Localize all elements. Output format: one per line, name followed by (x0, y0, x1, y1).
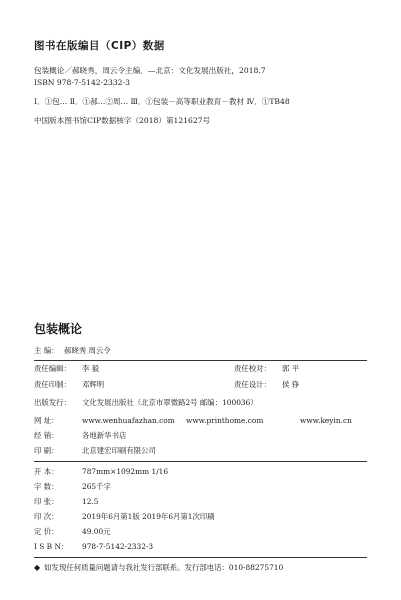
chief-editor-value: 郝晓秀 周云令 (64, 346, 111, 355)
price-row (34, 527, 111, 537)
distributor-value: 各地新华书店 (82, 431, 127, 440)
divider-bottom (34, 557, 367, 558)
book-title: 包装概论 (34, 322, 83, 336)
publisher-label: 出版发行： (34, 398, 71, 407)
price-label: 定 价： (34, 527, 59, 536)
word-count-label: 字 数： (34, 482, 59, 491)
website-link-3[interactable]: www.keyin.cn (300, 416, 352, 425)
cip-record-number: 中国版本图书馆CIP数据核字（2018）第121627号 (34, 116, 211, 125)
word-count-value: 265千字 (82, 482, 111, 491)
edition-value: 2019年6月第1版 2019年6月第1次印刷 (82, 512, 215, 521)
quality-notice (34, 563, 283, 573)
diamond-icon: ◆ (34, 563, 41, 572)
responsible-editor-value: 李 毅 (82, 364, 100, 373)
designer-label: 责任设计： (234, 380, 271, 389)
print-supervisor-value: 邓辉明 (82, 380, 105, 389)
word-count-row (34, 482, 111, 492)
publisher-value: 文化发展出版社（北京市翠微路2号 邮编：100036） (82, 398, 258, 407)
proofreader-label: 责任校对： (234, 364, 271, 373)
cip-classification: Ⅰ．①包… Ⅱ．①郝…②周… Ⅲ．①包装－高等职业教育－教材 Ⅳ．①TB48 (34, 97, 290, 106)
designer-value: 侯 铮 (282, 380, 300, 389)
print-sheets-label: 印 张： (34, 497, 59, 506)
print-supervisor-label: 责任印制： (34, 380, 71, 389)
isbn-value: 978-7-5142-2332-3 (82, 542, 154, 551)
responsible-editor-row (34, 364, 99, 374)
print-supervisor-row (34, 380, 104, 390)
divider-middle (34, 461, 367, 462)
distributor-label: 经 销： (34, 431, 59, 440)
print-sheets-row (34, 497, 98, 507)
proofreader-row (234, 364, 299, 374)
cip-heading: 图书在版编目（CIP）数据 (34, 40, 165, 52)
website-link-1[interactable]: www.wenhuafazhan.com (82, 416, 175, 425)
printer-label: 印 刷： (34, 446, 59, 455)
format-value: 787mm×1092mm 1/16 (82, 467, 169, 476)
proofreader-value: 郭 平 (282, 364, 300, 373)
cip-isbn: ISBN 978-7-5142-2332-3 (34, 78, 130, 87)
format-row (34, 467, 168, 477)
quality-notice-text: 如发现任何质量问题请与我社发行部联系。发行部电话：010-88275710 (44, 563, 284, 572)
print-sheets-value: 12.5 (82, 497, 99, 506)
designer-row (234, 380, 299, 390)
format-label: 开 本： (34, 467, 59, 476)
isbn-label: I S B N： (34, 542, 69, 551)
cip-citation: 包装概论／郝晓秀，周云令主编．—北京：文化发展出版社，2018.7 (34, 66, 266, 75)
price-value: 49.00元 (82, 527, 111, 536)
distributor-row (34, 431, 126, 441)
printer-row (34, 446, 156, 456)
edition-row (34, 512, 215, 522)
chief-editor-row (34, 346, 111, 356)
printer-value: 北京建宏印刷有限公司 (82, 446, 156, 455)
website-link-2[interactable]: www.printhome.com (186, 416, 264, 425)
website-label: 网 址： (34, 416, 59, 425)
divider-top (34, 360, 367, 361)
responsible-editor-label: 责任编辑： (34, 364, 71, 373)
publisher-row (34, 398, 258, 408)
edition-label: 印 次： (34, 512, 59, 521)
isbn-row (34, 542, 153, 552)
chief-editor-label: 主 编： (34, 346, 59, 355)
website-row (34, 416, 175, 426)
